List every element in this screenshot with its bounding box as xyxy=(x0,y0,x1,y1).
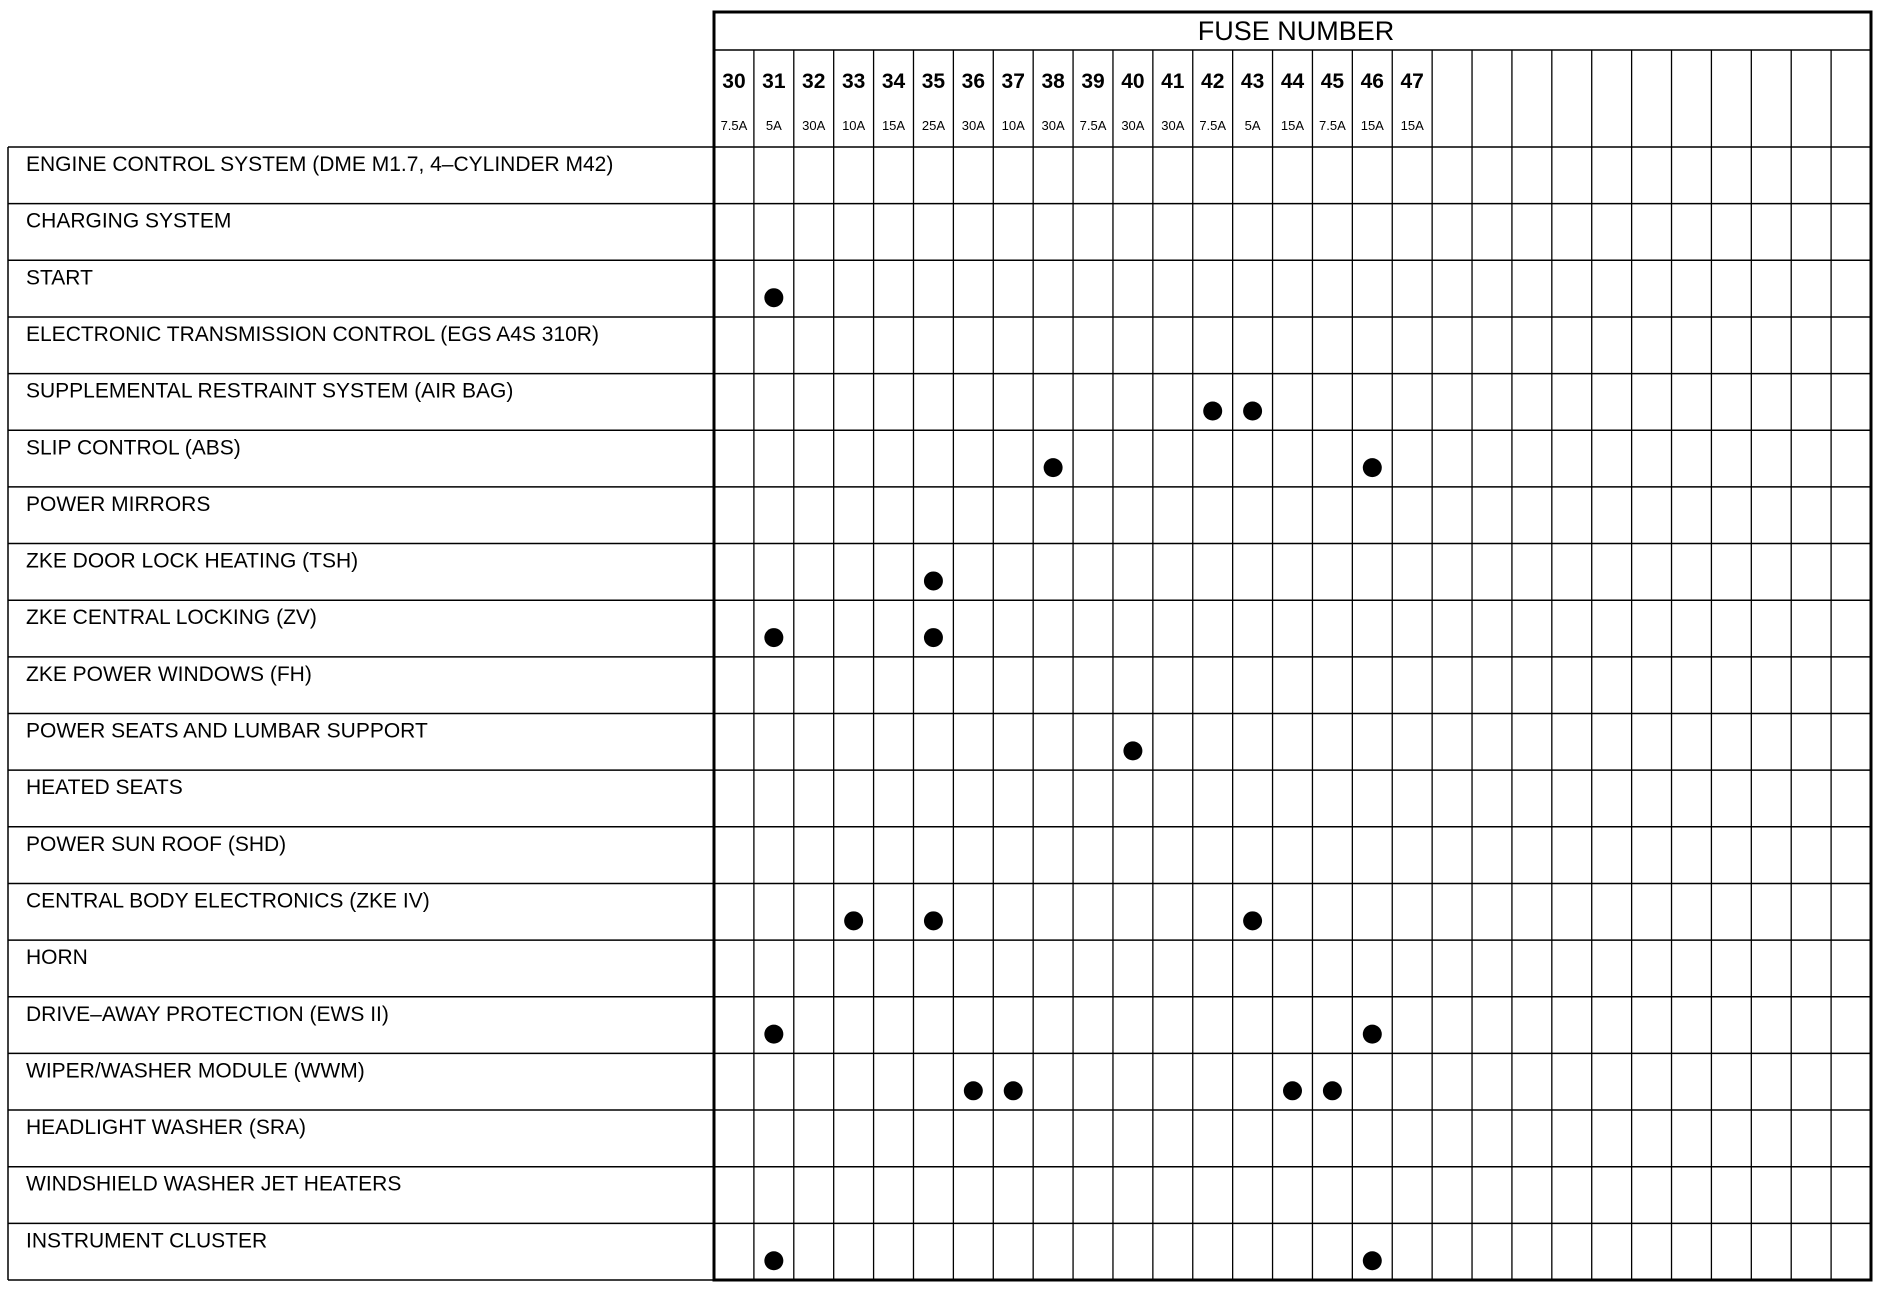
fuse-number-44: 44 xyxy=(1280,70,1305,93)
system-label: DRIVE–AWAY PROTECTION (EWS II) xyxy=(26,1002,389,1026)
system-label: HORN xyxy=(26,946,88,970)
fuse-number-39: 39 xyxy=(1081,70,1105,93)
fuse-number-34: 34 xyxy=(881,70,906,93)
fuse-number-43: 43 xyxy=(1240,70,1265,93)
system-label: SUPPLEMENTAL RESTRAINT SYSTEM (AIR BAG) xyxy=(26,379,514,403)
fuse-marker-31 xyxy=(764,628,783,647)
system-label: HEATED SEATS xyxy=(26,776,183,800)
fuse-number-30: 30 xyxy=(722,70,746,93)
fuse-number-47: 47 xyxy=(1400,70,1424,93)
fuse-marker-35 xyxy=(924,628,943,647)
fuse-amps-40: 30A xyxy=(1121,118,1145,133)
system-label: ZKE CENTRAL LOCKING (ZV) xyxy=(26,606,317,630)
fuse-amps-33: 10A xyxy=(842,118,866,133)
fuse-number-45: 45 xyxy=(1320,70,1345,93)
system-label: POWER SUN ROOF (SHD) xyxy=(26,832,287,856)
system-label: ELECTRONIC TRANSMISSION CONTROL (EGS A4S 310R) xyxy=(26,322,599,346)
fuse-number-36: 36 xyxy=(961,70,986,93)
fuse-number-37: 37 xyxy=(1001,70,1025,93)
fuse-number-40: 40 xyxy=(1121,70,1145,93)
fuse-marker-35 xyxy=(924,571,943,590)
fuse-number-32: 32 xyxy=(802,70,826,93)
fuse-amps-37: 10A xyxy=(1001,118,1025,133)
fuse-number-title: FUSE NUMBER xyxy=(1197,16,1395,46)
fuse-amps-30: 7.5A xyxy=(720,118,748,133)
fuse-marker-35 xyxy=(924,911,943,930)
system-label: POWER SEATS AND LUMBAR SUPPORT xyxy=(26,719,428,743)
system-label: POWER MIRRORS xyxy=(26,492,211,516)
fuse-amps-35: 25A xyxy=(921,118,946,133)
fuse-amps-31: 5A xyxy=(765,118,782,133)
fuse-amps-43: 5A xyxy=(1244,118,1261,133)
fuse-marker-38 xyxy=(1044,458,1063,477)
fuse-marker-43 xyxy=(1243,911,1262,930)
fuse-number-46: 46 xyxy=(1360,70,1384,93)
fuse-marker-36 xyxy=(964,1081,983,1100)
fuse-marker-46 xyxy=(1363,458,1382,477)
system-label: WIPER/WASHER MODULE (WWM) xyxy=(26,1059,365,1083)
fuse-marker-40 xyxy=(1123,741,1142,760)
system-labels xyxy=(26,153,613,1252)
fuse-marker-31 xyxy=(764,1025,783,1044)
fuse-amps-39: 7.5A xyxy=(1079,118,1107,133)
fuse-marker-42 xyxy=(1203,401,1222,420)
fuse-amps-38: 30A xyxy=(1041,118,1065,133)
fuse-marker-44 xyxy=(1283,1081,1302,1100)
fuse-marker-31 xyxy=(764,288,783,307)
fuse-number-31: 31 xyxy=(762,70,786,93)
system-label: WINDSHIELD WASHER JET HEATERS xyxy=(26,1172,402,1196)
fuse-amps-46: 15A xyxy=(1360,118,1384,133)
fuse-marker-37 xyxy=(1004,1081,1023,1100)
system-label: SLIP CONTROL (ABS) xyxy=(26,436,241,460)
fuse-marker-31 xyxy=(764,1251,783,1270)
fuse-amps-32: 30A xyxy=(802,118,826,133)
fuse-amps-42: 7.5A xyxy=(1199,118,1227,133)
fuse-amps-36: 30A xyxy=(961,118,985,133)
fuse-amps-45: 7.5A xyxy=(1319,118,1346,133)
system-label: ZKE DOOR LOCK HEATING (TSH) xyxy=(26,549,359,573)
fuse-headers xyxy=(721,70,1425,133)
system-label: CENTRAL BODY ELECTRONICS (ZKE IV) xyxy=(26,889,430,913)
fuse-number-41: 41 xyxy=(1161,70,1185,93)
fuse-amps-34: 15A xyxy=(881,118,906,133)
fuse-marker-46 xyxy=(1363,1251,1382,1270)
system-label: ENGINE CONTROL SYSTEM (DME M1.7, 4–CYLINDER M42) xyxy=(26,153,614,176)
system-label: ZKE POWER WINDOWS (FH) xyxy=(26,662,312,686)
fuse-number-42: 42 xyxy=(1201,70,1225,93)
system-label: START xyxy=(26,266,93,290)
fuse-marker-45 xyxy=(1323,1081,1342,1100)
fuse-amps-44: 15A xyxy=(1280,118,1305,133)
fuse-marker-46 xyxy=(1363,1025,1382,1044)
fuse-number-35: 35 xyxy=(921,70,946,93)
fuse-marker-43 xyxy=(1243,401,1262,420)
fuse-number-38: 38 xyxy=(1041,70,1065,93)
system-label: HEADLIGHT WASHER (SRA) xyxy=(26,1116,307,1140)
fuse-number-33: 33 xyxy=(841,70,866,93)
fuse-amps-47: 15A xyxy=(1400,118,1424,133)
system-label: INSTRUMENT CLUSTER xyxy=(26,1229,268,1253)
system-label: CHARGING SYSTEM xyxy=(26,209,232,233)
grid-lines xyxy=(8,12,1871,1280)
fuse-marker-33 xyxy=(844,911,863,930)
fuse-amps-41: 30A xyxy=(1161,118,1185,133)
